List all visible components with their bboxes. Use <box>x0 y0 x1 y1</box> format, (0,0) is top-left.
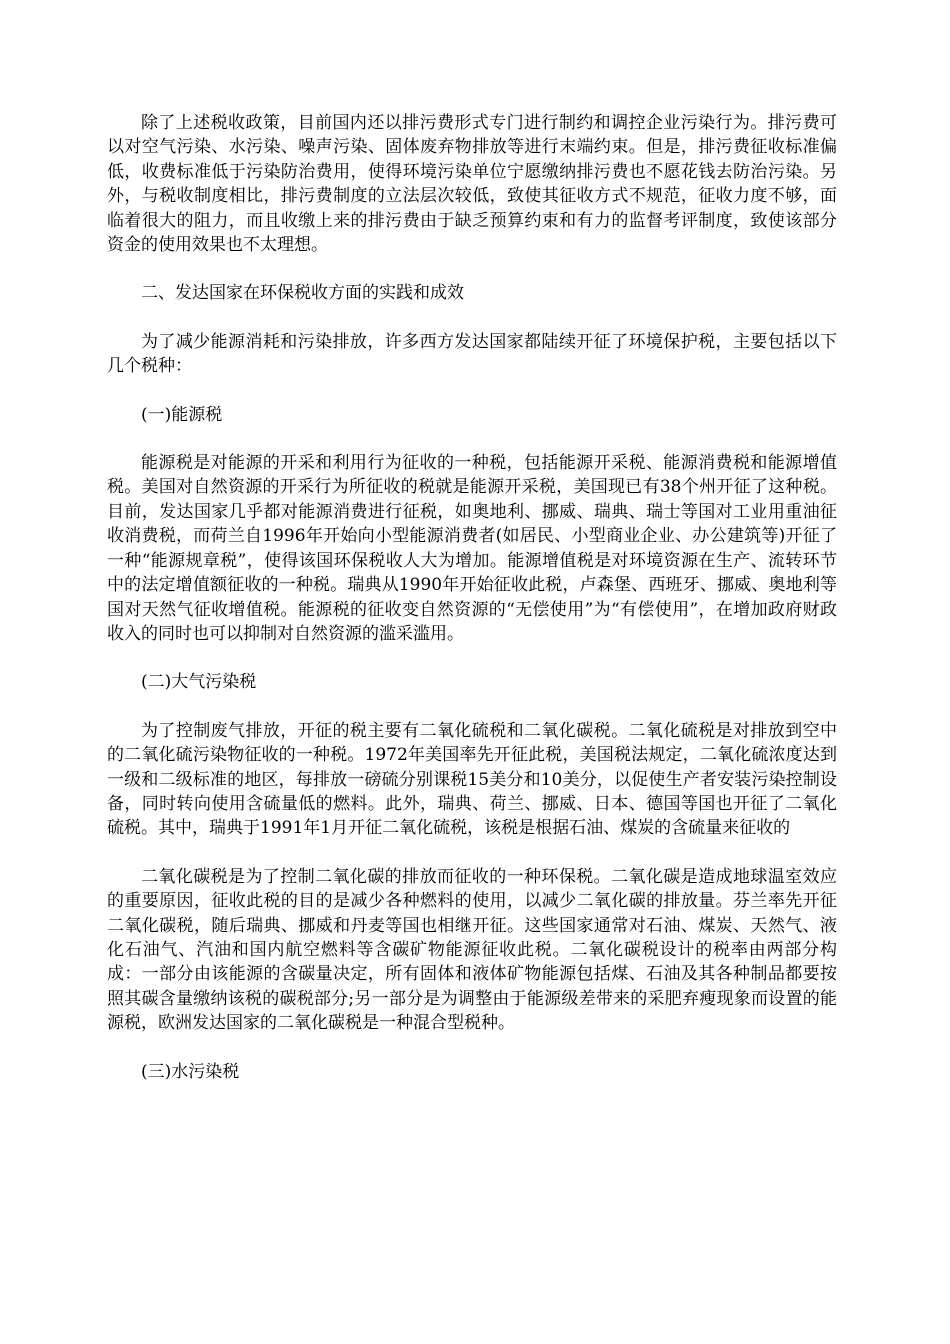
paragraph-energy-tax: 能源税是对能源的开采和利用行为征收的一种税，包括能源开采税、能源消费税和能源增值税。美国对自然资源的开采行为所征收的税就是能源开采税，美国现已有38个州开征了这种税。目前，发达国家几乎都对能源消费进行征税，如奥地利、挪威、瑞典、瑞士等国对工业用重油征收消费税，而荷兰自1996年开始向小型能源消费者(如居民、小型商业企业、办公建筑等)开征了一种“能源规章税”，使得该国环保税收人大为增加。能源增值税是对环境资源在生产、流转环节中的法定增值额征收的一种税。瑞典从1990年开始征收此税，卢森堡、西班牙、挪威、奥地利等国对天然气征收增值税。能源税的征收变自然资源的“无偿使用”为“有偿使用”，在增加政府财政收入的同时也可以抑制对自然资源的滥采滥用。 <box>107 453 837 644</box>
subheading-energy-tax: (一)能源税 <box>141 404 223 425</box>
document-page <box>107 111 837 1108</box>
section-heading-developed-countries: 二、发达国家在环保税收方面的实践和成效 <box>141 283 464 304</box>
subheading-air-pollution-tax: (二)大气污染税 <box>141 672 257 693</box>
paragraph-sulfur-dioxide-tax: 为了控制废气排放，开征的税主要有二氧化硫税和二氧化碳税。二氧化硫税是对排放到空中的二氧化硫污染物征收的一种税。1972年美国率先开征此税，美国税法规定，二氧化硫浓度达到一级和二级标准的地区，每排放一磅硫分别课税15美分和10美分，以促使生产者安装污染控制设备，同时转向使用含硫量低的燃料。此外，瑞典、荷兰、挪威、日本、德国等国也开征了二氧化硫税。其中，瑞典于1991年1月开征二氧化硫税，该税是根据石油、煤炭的含硫量来征收的 <box>107 720 837 839</box>
subheading-water-pollution-tax: (三)水污染税 <box>141 1061 240 1082</box>
paragraph-pollution-fee: 除了上述税收政策，目前国内还以排污费形式专门进行制约和调控企业污染行为。排污费可以对空气污染、水污染、噪声污染、固体废弃物排放等进行末端约束。但是，排污费征收标准偏低，收费标准低于污染防治费用，使得环境污染单位宁愿缴纳排污费也不愿花钱去防治污染。另外，与税收制度相比，排污费制度的立法层次较低，致使其征收方式不规范，征收力度不够，面临着很大的阻力，而且收缴上来的排污费由于缺乏预算约束和有力的监督考评制度，致使该部分资金的使用效果也不太理想。 <box>107 113 837 256</box>
paragraph-intro-taxes: 为了减少能源消耗和污染排放，许多西方发达国家都陆续开征了环境保护税，主要包括以下几个税种： <box>107 331 837 377</box>
paragraph-carbon-dioxide-tax: 二氧化碳税是为了控制二氧化碳的排放而征收的一种环保税。二氧化碳是造成地球温室效应的重要原因，征收此税的目的是减少各种燃料的使用，以减少二氧化碳的排放量。芬兰率先开征二氧化碳税，随后瑞典、挪威和丹麦等国也相继开征。这些国家通常对石油、煤炭、天然气、液化石油气、汽油和国内航空燃料等含碳矿物能源征收此税。二氧化碳税设计的税率由两部分构成：一部分由该能源的含碳量决定，所有固体和液体矿物能源包括煤、石油及其各种制品都要按照其碳含量缴纳该税的碳税部分;另一部分是为调整由于能源级差带来的采肥弃瘦现象而设置的能源税，欧洲发达国家的二氧化碳税是一种混合型税种。 <box>107 866 837 1034</box>
